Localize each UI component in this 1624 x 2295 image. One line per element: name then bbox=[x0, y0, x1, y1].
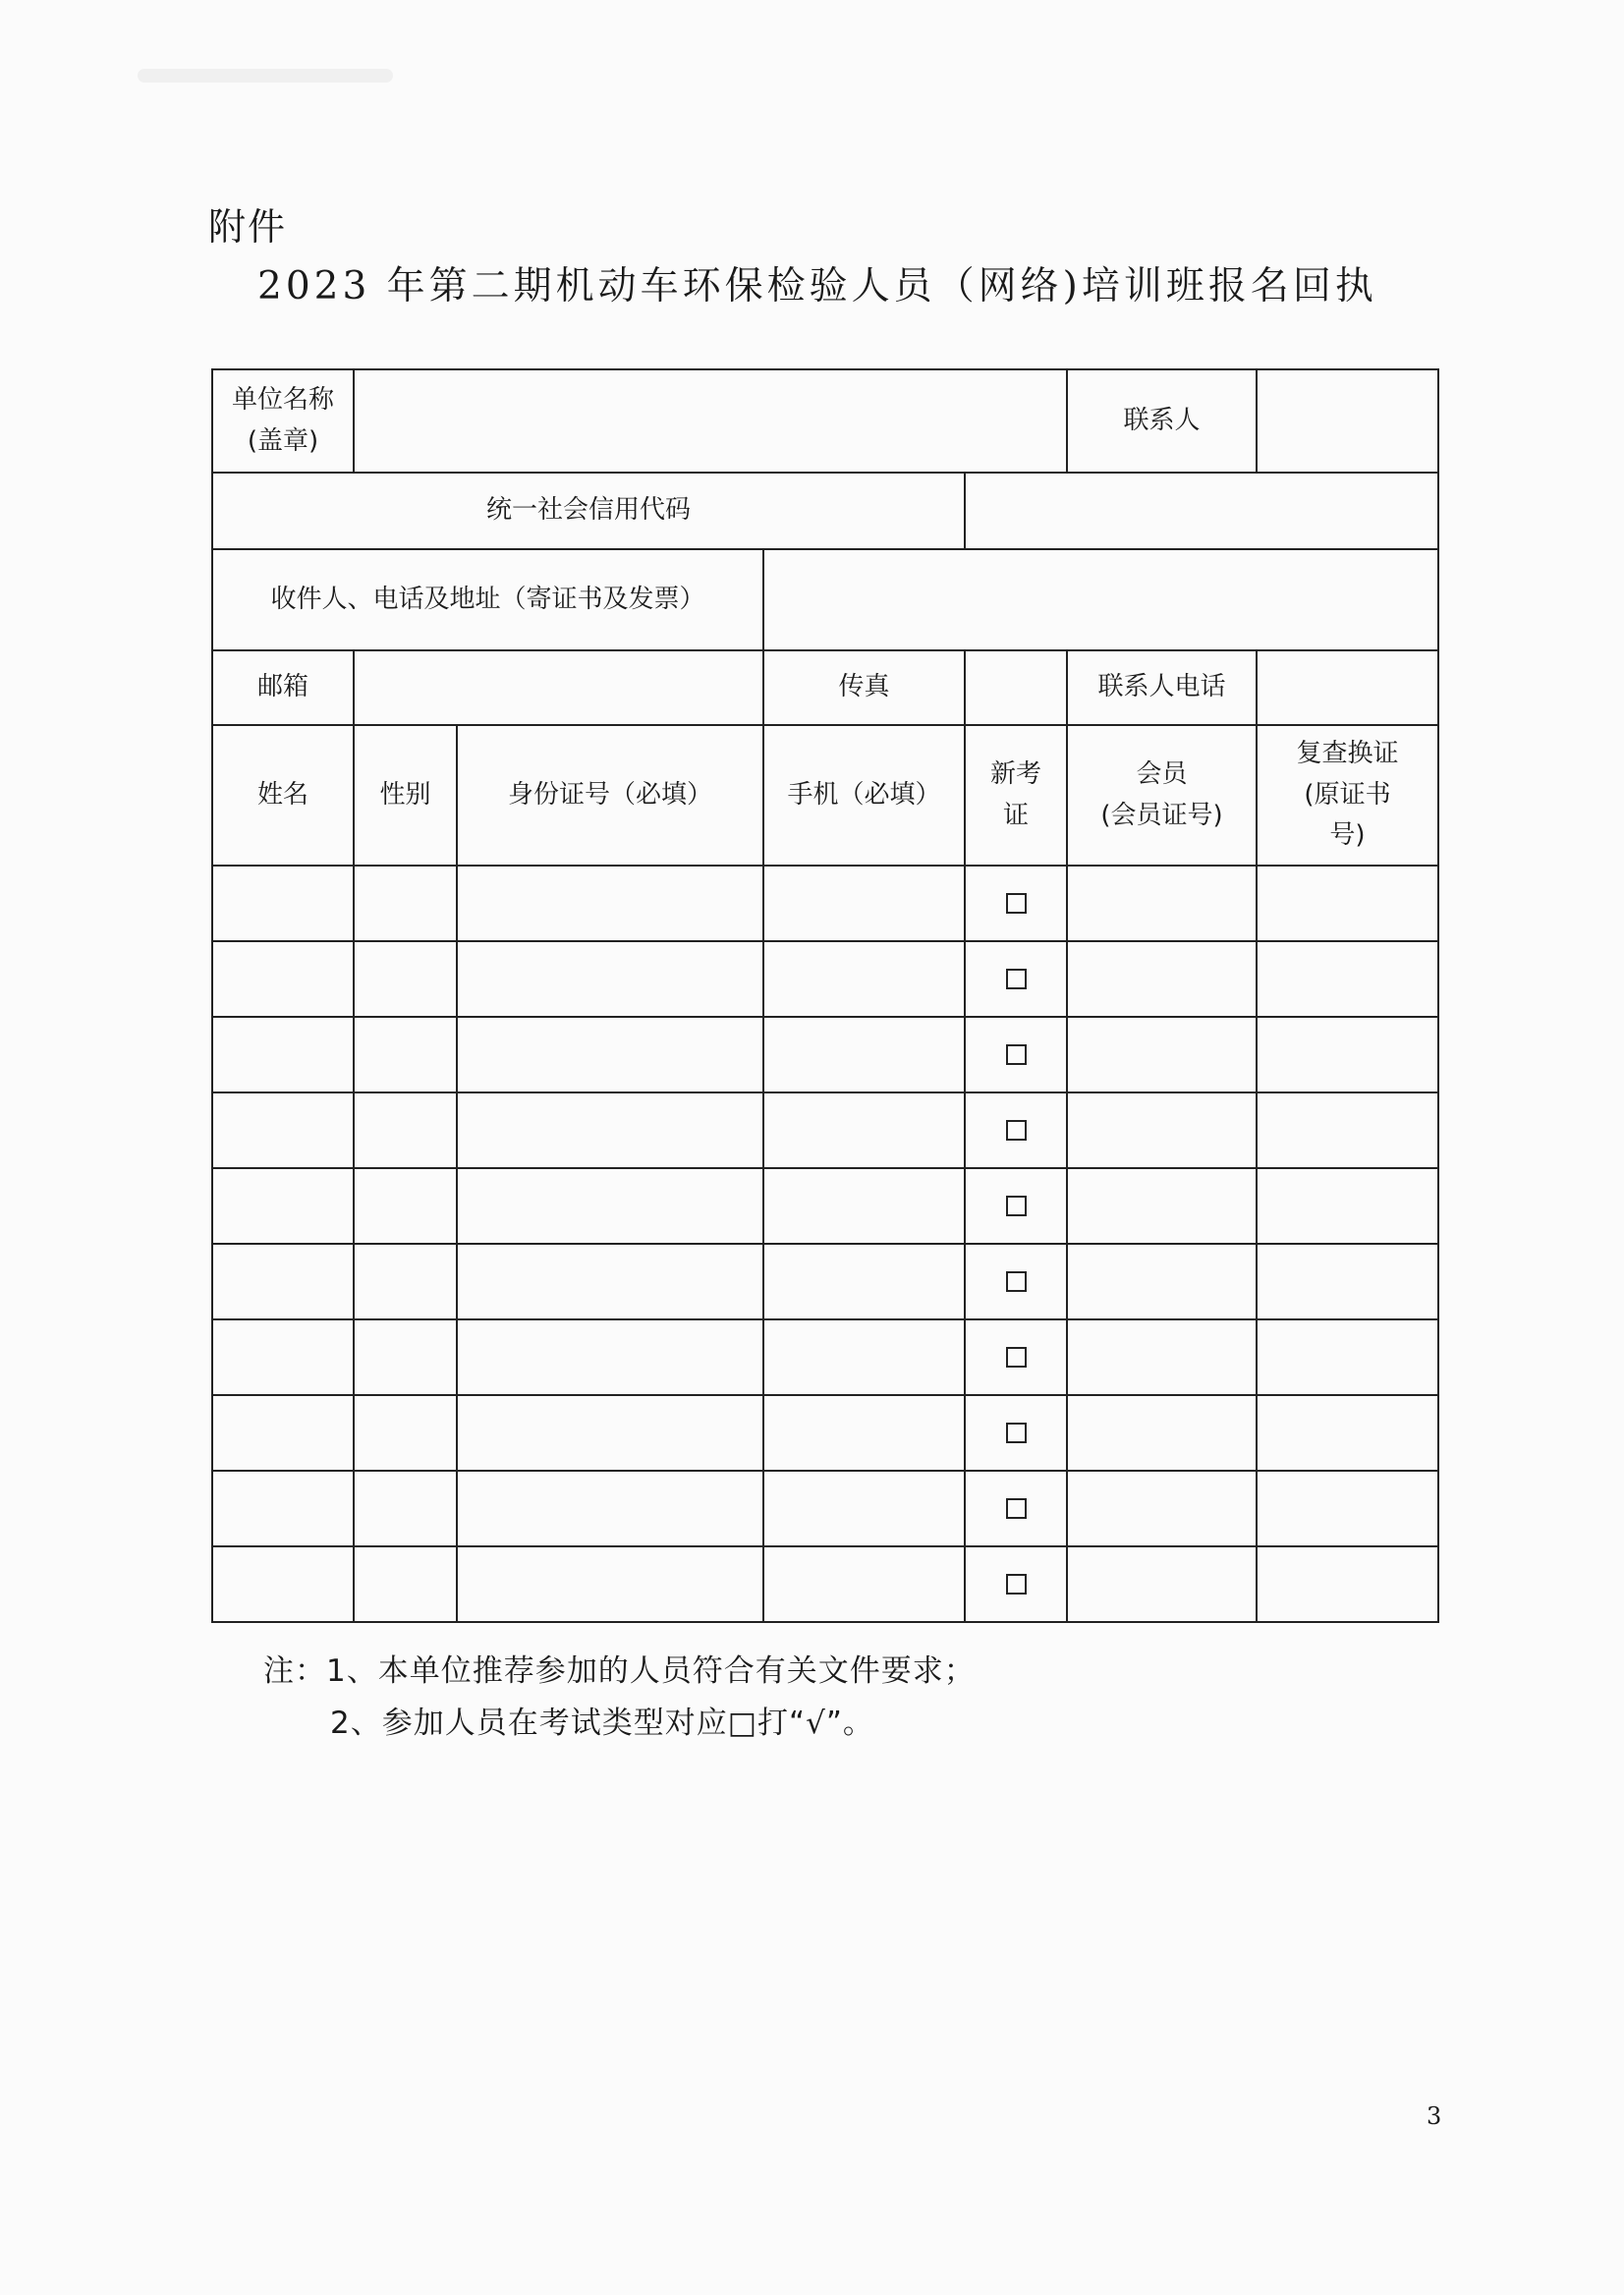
unit-name-label: 单位名称 bbox=[231, 384, 334, 415]
new-exam-checkbox[interactable] bbox=[1006, 1347, 1027, 1368]
renewal-field[interactable] bbox=[1257, 941, 1438, 1017]
fax-field[interactable] bbox=[965, 650, 1067, 725]
mobile-field[interactable] bbox=[763, 1471, 965, 1546]
name-field[interactable] bbox=[212, 1017, 354, 1092]
id-number-field[interactable] bbox=[457, 941, 763, 1017]
gender-field[interactable] bbox=[354, 1319, 457, 1395]
col-renewal-line2: (原证书 bbox=[1304, 779, 1391, 810]
note-1: 注：1、本单位推荐参加的人员符合有关文件要求； bbox=[263, 1653, 976, 1689]
new-exam-checkbox-cell bbox=[965, 941, 1067, 1017]
col-member-header bbox=[1067, 725, 1257, 866]
new-exam-checkbox-cell bbox=[965, 1017, 1067, 1092]
mobile-field[interactable] bbox=[763, 1017, 965, 1092]
member-field[interactable] bbox=[1067, 1395, 1257, 1471]
gender-field[interactable] bbox=[354, 1168, 457, 1244]
renewal-field[interactable] bbox=[1257, 1168, 1438, 1244]
col-id-number-header: 身份证号（必填） bbox=[457, 725, 763, 866]
new-exam-checkbox[interactable] bbox=[1006, 893, 1027, 914]
contact-person-field[interactable] bbox=[1257, 369, 1438, 473]
gender-field[interactable] bbox=[354, 941, 457, 1017]
name-field[interactable] bbox=[212, 1092, 354, 1168]
renewal-field[interactable] bbox=[1257, 1017, 1438, 1092]
name-field[interactable] bbox=[212, 1244, 354, 1319]
participant-row bbox=[212, 1395, 1438, 1471]
new-exam-checkbox-cell bbox=[965, 1471, 1067, 1546]
unit-seal-label: (盖章) bbox=[247, 425, 319, 456]
new-exam-checkbox-cell bbox=[965, 1319, 1067, 1395]
recipient-row bbox=[212, 549, 1438, 650]
renewal-field[interactable] bbox=[1257, 1471, 1438, 1546]
col-mobile-header: 手机（必填） bbox=[763, 725, 965, 866]
renewal-field[interactable] bbox=[1257, 1092, 1438, 1168]
name-field[interactable] bbox=[212, 866, 354, 941]
gender-field[interactable] bbox=[354, 1017, 457, 1092]
new-exam-checkbox[interactable] bbox=[1006, 1574, 1027, 1595]
new-exam-checkbox[interactable] bbox=[1006, 1044, 1027, 1065]
participant-row bbox=[212, 866, 1438, 941]
new-exam-checkbox[interactable] bbox=[1006, 1120, 1027, 1141]
recipient-field[interactable] bbox=[763, 549, 1438, 650]
col-name-header: 姓名 bbox=[212, 725, 354, 866]
new-exam-checkbox[interactable] bbox=[1006, 1196, 1027, 1216]
id-number-field[interactable] bbox=[457, 1395, 763, 1471]
col-gender-header: 性别 bbox=[354, 725, 457, 866]
participant-row bbox=[212, 1168, 1438, 1244]
gender-field[interactable] bbox=[354, 866, 457, 941]
new-exam-checkbox[interactable] bbox=[1006, 1498, 1027, 1519]
new-exam-checkbox[interactable] bbox=[1006, 969, 1027, 989]
col-new-exam-header bbox=[965, 725, 1067, 866]
col-renewal-header bbox=[1257, 725, 1438, 866]
id-number-field[interactable] bbox=[457, 1092, 763, 1168]
recipient-label: 收件人、电话及地址（寄证书及发票） bbox=[212, 549, 763, 650]
member-field[interactable] bbox=[1067, 1244, 1257, 1319]
renewal-field[interactable] bbox=[1257, 1319, 1438, 1395]
id-number-field[interactable] bbox=[457, 1546, 763, 1622]
credit-code-field[interactable] bbox=[965, 473, 1438, 549]
unit-name-label-cell bbox=[212, 369, 354, 473]
name-field[interactable] bbox=[212, 941, 354, 1017]
name-field[interactable] bbox=[212, 1546, 354, 1622]
renewal-field[interactable] bbox=[1257, 866, 1438, 941]
email-row bbox=[212, 650, 1438, 725]
gender-field[interactable] bbox=[354, 1092, 457, 1168]
id-number-field[interactable] bbox=[457, 1244, 763, 1319]
col-renewal-line1: 复查换证 bbox=[1296, 739, 1399, 769]
mobile-field[interactable] bbox=[763, 1546, 965, 1622]
id-number-field[interactable] bbox=[457, 866, 763, 941]
scan-artifact bbox=[138, 69, 393, 83]
member-field[interactable] bbox=[1067, 1092, 1257, 1168]
id-number-field[interactable] bbox=[457, 1168, 763, 1244]
col-renewal-line3: 号) bbox=[1329, 820, 1366, 851]
credit-code-row bbox=[212, 473, 1438, 549]
unit-row bbox=[212, 369, 1438, 473]
new-exam-checkbox-cell bbox=[965, 1168, 1067, 1244]
registration-form-table bbox=[211, 368, 1439, 1623]
id-number-field[interactable] bbox=[457, 1471, 763, 1546]
col-new-exam-line1: 新考 bbox=[989, 758, 1041, 789]
mobile-field[interactable] bbox=[763, 1092, 965, 1168]
name-field[interactable] bbox=[212, 1471, 354, 1546]
participant-row bbox=[212, 1092, 1438, 1168]
mobile-field[interactable] bbox=[763, 1168, 965, 1244]
gender-field[interactable] bbox=[354, 1395, 457, 1471]
id-number-field[interactable] bbox=[457, 1017, 763, 1092]
member-field[interactable] bbox=[1067, 866, 1257, 941]
email-label: 邮箱 bbox=[212, 650, 354, 725]
new-exam-checkbox-cell bbox=[965, 1546, 1067, 1622]
page-title: 2023 年第二期机动车环保检验人员（网络)培训班报名回执 bbox=[257, 264, 1377, 308]
page-number: 3 bbox=[1427, 2102, 1442, 2130]
gender-field[interactable] bbox=[354, 1546, 457, 1622]
mobile-field[interactable] bbox=[763, 866, 965, 941]
column-header-row bbox=[212, 725, 1438, 866]
new-exam-checkbox-cell bbox=[965, 1395, 1067, 1471]
contact-phone-label: 联系人电话 bbox=[1067, 650, 1257, 725]
new-exam-checkbox[interactable] bbox=[1006, 1423, 1027, 1443]
gender-field[interactable] bbox=[354, 1244, 457, 1319]
participant-row bbox=[212, 941, 1438, 1017]
participant-row bbox=[212, 1244, 1438, 1319]
col-new-exam-line2: 证 bbox=[1002, 800, 1029, 830]
credit-code-label: 统一社会信用代码 bbox=[212, 473, 965, 549]
participant-row bbox=[212, 1017, 1438, 1092]
new-exam-checkbox-cell bbox=[965, 1092, 1067, 1168]
member-field[interactable] bbox=[1067, 1319, 1257, 1395]
new-exam-checkbox-cell bbox=[965, 1244, 1067, 1319]
member-field[interactable] bbox=[1067, 1471, 1257, 1546]
attachment-label: 附件 bbox=[208, 205, 288, 249]
mobile-field[interactable] bbox=[763, 941, 965, 1017]
renewal-field[interactable] bbox=[1257, 1244, 1438, 1319]
member-field[interactable] bbox=[1067, 941, 1257, 1017]
name-field[interactable] bbox=[212, 1319, 354, 1395]
name-field[interactable] bbox=[212, 1168, 354, 1244]
contact-phone-field[interactable] bbox=[1257, 650, 1438, 725]
participant-row bbox=[212, 1319, 1438, 1395]
renewal-field[interactable] bbox=[1257, 1546, 1438, 1622]
note-2: 2、参加人员在考试类型对应□打“√”。 bbox=[330, 1706, 874, 1741]
fax-label: 传真 bbox=[763, 650, 965, 725]
unit-name-field[interactable] bbox=[354, 369, 1067, 473]
col-member-line1: 会员 bbox=[1136, 758, 1188, 789]
gender-field[interactable] bbox=[354, 1471, 457, 1546]
name-field[interactable] bbox=[212, 1395, 354, 1471]
mobile-field[interactable] bbox=[763, 1319, 965, 1395]
email-field[interactable] bbox=[354, 650, 763, 725]
mobile-field[interactable] bbox=[763, 1395, 965, 1471]
member-field[interactable] bbox=[1067, 1546, 1257, 1622]
id-number-field[interactable] bbox=[457, 1319, 763, 1395]
col-member-line2: (会员证号) bbox=[1100, 800, 1223, 830]
new-exam-checkbox-cell bbox=[965, 866, 1067, 941]
renewal-field[interactable] bbox=[1257, 1395, 1438, 1471]
member-field[interactable] bbox=[1067, 1017, 1257, 1092]
new-exam-checkbox[interactable] bbox=[1006, 1271, 1027, 1292]
contact-person-label: 联系人 bbox=[1067, 369, 1257, 473]
participant-row bbox=[212, 1471, 1438, 1546]
mobile-field[interactable] bbox=[763, 1244, 965, 1319]
participant-row bbox=[212, 1546, 1438, 1622]
member-field[interactable] bbox=[1067, 1168, 1257, 1244]
